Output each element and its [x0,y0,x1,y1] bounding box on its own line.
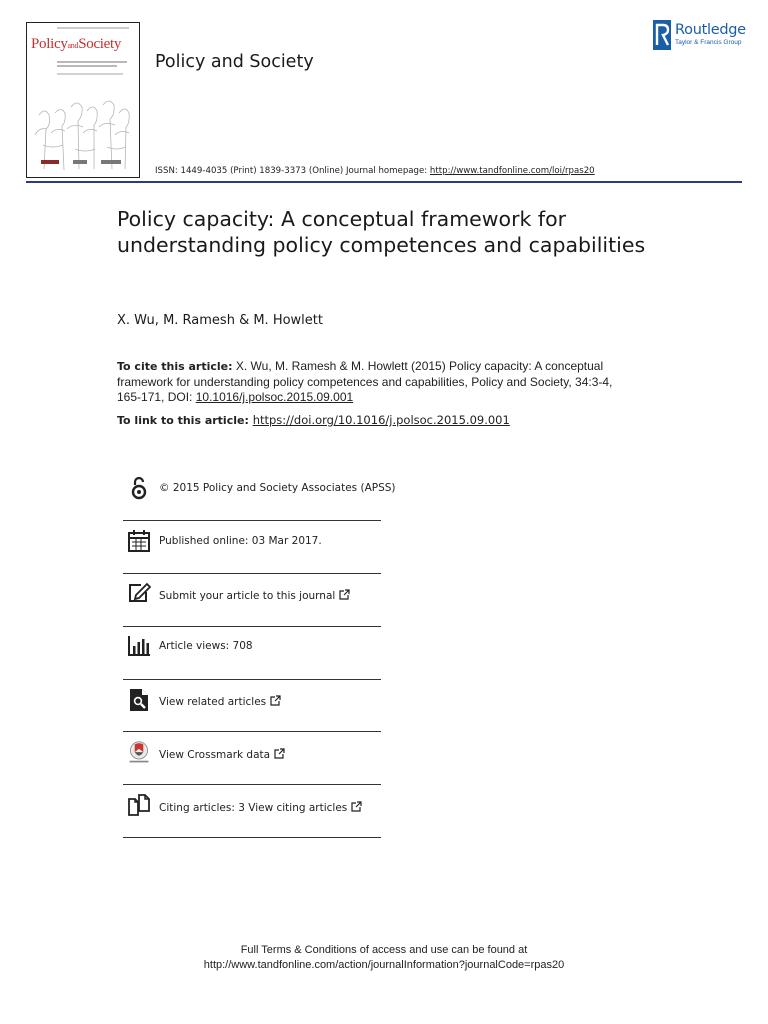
related-text [159,695,281,708]
citation-block [117,359,637,406]
cover-routledge-mark [101,160,121,164]
crossmark-label: View Crossmark data [159,749,271,761]
footer-line-1: Full Terms & Conditions of access and use can be found at [240,944,528,956]
crossmark-icon [127,741,151,765]
citing-documents-icon [127,793,151,817]
citing-text [159,801,362,814]
calendar-icon [127,529,151,553]
issn-text: ISSN: 1449-4035 (Print) 1839-3373 (Online) Journal homepage: [155,166,430,176]
publisher-group: Taylor & Francis Group [675,39,742,46]
submit-text [159,589,350,602]
related-item[interactable] [123,688,381,714]
edit-icon [127,581,151,605]
publisher-logo [653,20,745,50]
copyright-text: © 2015 Policy and Society Associates (APSS) [159,482,396,494]
cover-subtitle-line [57,61,127,63]
item-divider [123,573,381,574]
related-label: View related articles [159,696,267,708]
views-text: Article views: 708 [159,640,253,652]
crossmark-item[interactable] [123,741,381,769]
routledge-r-icon [653,20,671,50]
external-link-icon [274,748,285,759]
item-divider [123,520,381,521]
copyright-item [123,476,396,502]
published-item [123,529,381,555]
article-authors: X. Wu, M. Ramesh & M. Howlett [117,313,323,328]
item-divider [123,731,381,732]
cover-header-line [57,27,129,29]
citing-item[interactable] [123,793,381,819]
article-doi-link[interactable]: https://doi.org/10.1016/j.polsoc.2015.09.001 [252,413,510,427]
link-label: To link to this article: [117,414,253,427]
item-divider [123,837,381,838]
publisher-name: Routledge [675,22,746,38]
article-title: Policy capacity: A conceptual framework for understanding policy competences and capabilities [117,207,646,257]
cover-title: PolicyandSociety [31,36,122,52]
open-access-icon [127,476,151,500]
document-search-icon [127,688,151,712]
journal-cover [26,22,140,178]
footer-terms-link[interactable]: http://www.tandfonline.com/action/journalInformation?journalCode=rpas20 [203,959,565,971]
external-link-icon [351,801,362,812]
crossmark-text [159,748,285,761]
journal-homepage-link[interactable]: http://www.tandfonline.com/loi/rpas20 [429,166,595,176]
cover-subtitle-line [57,73,123,75]
cover-access-mark [73,160,87,164]
cite-text: X. Wu, M. Ramesh & M. Howlett (2015) Policy capacity: A conceptual framework for understanding policy competences and capabilities, Policy and Society, 34:3-4, 165-171, DOI: [117,359,613,404]
bar-chart-icon [127,634,151,658]
cite-doi-link[interactable]: 10.1016/j.polsoc.2015.09.001 [195,390,354,404]
cover-subtitle-line [57,65,117,67]
submit-item[interactable] [123,581,381,607]
article-link-line [117,413,510,427]
published-text: Published online: 03 Mar 2017. [159,535,322,547]
submit-label: Submit your article to this journal [159,590,336,602]
external-link-icon [270,695,281,706]
citing-label: Citing articles: 3 View citing articles [159,802,348,814]
header-divider [26,181,742,183]
views-item [123,634,381,660]
external-link-icon [339,589,350,600]
issn-line [155,166,595,176]
footer-terms [0,943,768,973]
cover-publisher-mark [41,160,59,164]
cite-label: To cite this article: [117,360,233,373]
item-divider [123,784,381,785]
item-divider [123,679,381,680]
journal-title: Policy and Society [155,52,314,72]
item-divider [123,626,381,627]
